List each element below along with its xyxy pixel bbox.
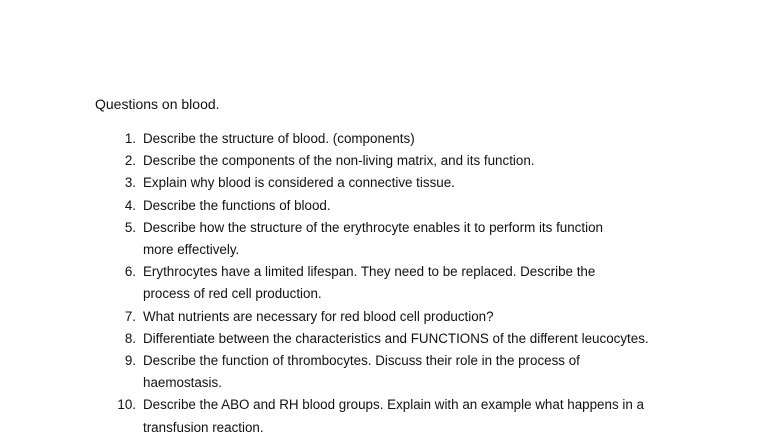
question-number: 5. (124, 219, 136, 235)
question-number: 10. (117, 397, 136, 413)
question-text-line: Describe the components of the non-living matrix, and its function. (143, 153, 535, 169)
question-text (143, 261, 703, 305)
question-text (143, 306, 703, 328)
question-text-line: Describe how the structure of the erythrocyte enables it to perform its function (143, 219, 603, 235)
question-text (143, 217, 703, 261)
question-text-line: process of red cell production. (143, 286, 322, 302)
list-item (0, 128, 784, 150)
question-text (143, 328, 703, 350)
list-item (0, 394, 784, 438)
list-item (0, 261, 784, 305)
question-text-line: Explain why blood is considered a connective tissue. (143, 175, 455, 191)
question-text (143, 150, 703, 172)
list-item (0, 306, 784, 328)
list-item (0, 328, 784, 350)
question-text (143, 195, 703, 217)
question-text (143, 394, 703, 438)
question-text-line: Erythrocytes have a limited lifespan. They need to be replaced. Describe the (143, 264, 596, 280)
question-text (143, 128, 703, 150)
question-text-line: What nutrients are necessary for red blood cell production? (143, 308, 494, 324)
question-text-line: more effectively. (143, 242, 240, 258)
question-number: 1. (124, 131, 136, 146)
question-list (0, 128, 784, 439)
question-text-line: haemostasis. (143, 375, 222, 391)
question-number: 3. (124, 175, 136, 191)
question-number: 2. (124, 153, 136, 169)
question-number: 6. (124, 264, 136, 280)
question-text-line: Differentiate between the characteristics and FUNCTIONS of the different leucocytes. (143, 330, 649, 346)
question-text (143, 172, 703, 194)
question-text (143, 350, 703, 394)
list-item (0, 172, 784, 194)
question-number: 9. (124, 353, 136, 369)
question-text-line: Describe the functions of blood. (143, 197, 331, 213)
document-title: Questions on blood. (95, 96, 220, 112)
question-text-line: transfusion reaction. (143, 419, 264, 435)
question-number: 8. (124, 330, 136, 346)
list-item (0, 217, 784, 261)
question-text-line: Describe the ABO and RH blood groups. Explain with an example what happens in a (143, 397, 644, 413)
list-item (0, 195, 784, 217)
list-item (0, 150, 784, 172)
question-text-line: Describe the structure of blood. (components) (143, 131, 415, 146)
question-number: 4. (124, 197, 136, 213)
question-number: 7. (124, 308, 136, 324)
list-item (0, 350, 784, 394)
question-text-line: Describe the function of thrombocytes. Discuss their role in the process of (143, 353, 580, 369)
